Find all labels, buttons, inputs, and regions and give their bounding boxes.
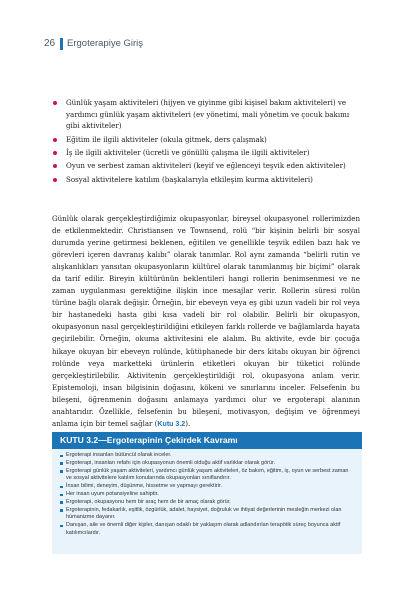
info-box-item	[60, 452, 354, 460]
bullet-text: Günlük yaşam aktiviteleri (hijyen ve giyinme gibi kişisel bakım aktiviteleri) ve yardımcı günlük yaşam aktiviteleri (ev yönetimi, mali yönetim ve çocuk bakımı gibi aktiviteler)	[66, 98, 350, 131]
square-bullet-icon	[60, 470, 63, 473]
info-box-item-text: Ergoterapinin, fedakarlık, eşitlik, özgürlük, adalet, haysiyet, doğruluk ve ihtiyat değerlerinin mesleğin merkezi olan hümanizme dayanır.	[66, 506, 342, 521]
paragraph-end: ).	[185, 418, 191, 428]
bullet-text: İş ile ilgili aktiviteler (ücretli ve gönüllü çalışma ile ilgili aktiviteler)	[66, 148, 310, 157]
square-bullet-icon	[60, 501, 63, 504]
info-box-item-text: Ergoterapi insanları bütüncül olarak inceler.	[66, 452, 172, 458]
bullet-text: Eğitim ile ilgili aktiviteler (okula gitmek, ders çalışmak)	[66, 134, 267, 144]
body-paragraph	[52, 213, 360, 431]
header-divider-bar	[60, 38, 63, 50]
square-bullet-icon	[60, 509, 63, 512]
running-title: Ergoterapiye Giriş	[67, 38, 144, 49]
info-box-item-text: Ergoterapi günlük yaşam aktiviteleri, yardımcı günlük yaşam aktiviteleri, öz bakım, eğitim, iş, oyun ve serbest zaman ve sosyal aktivitelere katılım konularında okupasyonları sınıflandırır.	[66, 467, 349, 482]
info-box-item	[60, 499, 354, 507]
info-box-item-text: Ergoterapi, okupasyonu hem bir araç hem de bir amaç olarak görür.	[66, 498, 231, 505]
bullet-text: Oyun ve serbest zaman aktiviteleri (keyif ve eğlenceyi teşvik eden aktiviteler)	[66, 161, 346, 171]
running-header	[0, 38, 400, 52]
square-bullet-icon	[60, 494, 63, 497]
info-box-item	[60, 507, 354, 523]
bullet-dot-icon	[53, 101, 57, 105]
bullet-item	[52, 174, 358, 186]
bullet-dot-icon	[53, 164, 57, 168]
square-bullet-icon	[60, 462, 63, 465]
box-reference-link[interactable]: Kutu 3.2	[157, 420, 186, 428]
info-box-list	[52, 449, 362, 538]
bullet-item	[52, 160, 358, 172]
info-box	[52, 432, 362, 554]
square-bullet-icon	[60, 525, 63, 528]
square-bullet-icon	[60, 486, 63, 489]
bullet-item	[52, 97, 358, 132]
bullet-dot-icon	[53, 151, 57, 155]
info-box-item-text: İnsan bilimi, deneyim, düşünme, hissetme ve yapmayı gerektirir.	[66, 483, 222, 490]
bullet-item	[52, 134, 358, 146]
info-box-item-text: Ergoterapi, insanları refahı için okupasyonun önemli olduğu aktif varlıklar olarak görür.	[66, 459, 276, 466]
info-box-title: KUTU 3.2—Ergoterapinin Çekirdek Kavramı	[52, 432, 362, 449]
info-box-item-text: Danışan, aile ve önemli diğer kişiler, danışan odaklı bir yaklaşım olarak adlandırılan terapötik süreç boyunca aktif katılımcılardır.	[66, 522, 341, 536]
info-box-item	[60, 522, 354, 538]
page-number: 26	[44, 38, 56, 49]
info-box-item	[60, 468, 354, 484]
paragraph-text: Günlük olarak gerçekleştirdiğimiz okupasyonlar, bireysel okupasyonel rollerimizden de etkilenmektedir. Christiansen ve Townsend, rolü “bir kişinin belirli bir sosyal durumda yerine getirmesi beklenen, eğitilen ve genellikle teşvik edilen bazı hak ve görevleri içeren davranış kalıbı” olarak tanımlar. Rol aynı zamanda “belirli rutin ve alışkanlıkları yansıtan okupasyonların kültürel olarak tanımlanmış bir biçimi” olarak da tarif edilir. Bireyin kültürünün beklentileri hangi rollerin benimsenmesi ve ne zaman uygulanması gerektiğine ilişkin ince mesajlar verir. Rollerin süresi rolün türüne bağlı olarak değişir. Örneğin, bir ebeveyn veya eş gibi uzun vadeli bir rol veya bir hastanedeki hasta gibi kısa vadeli bir rol olabilir. Belirli bir okupasyon, okupasyonun nasıl gerçekleştirildiğini etkileyen farklı rollerde ve bağlamlarda hayata geçirilebilir. Örneğin, okuma aktivitesini ele alalım. Bu aktivite, evde bir çocuğa hikaye okuyan bir ebeveyn rolünde, kütüphanede bir ders kitabı okuyan bir öğrenci rolünde veya marketteki ürünlerin etiketleri okuyan bir tüketici rolünde gerçekleştirilebilir. Aktivitenin gerçekleştirildiği rol, okupasyona anlam verir. Epistemoloji, insan bilgisinin doğasını, kökeni ve sınırlarını inceler. Felsefenin bu bileşeni, öğrenmenin doğasını anlamaya yardımcı olur ve ergoterapi alanının anahtarıdır. Özellikle, felsefenin bu bileşeni, motivasyon, değişim ve öğrenmeyi anlama için bir temel sağlar (	[52, 214, 360, 428]
info-box-item	[60, 460, 354, 468]
activity-bullet-list	[52, 97, 358, 187]
bullet-item	[52, 147, 358, 159]
bullet-dot-icon	[53, 138, 57, 142]
info-box-item	[60, 491, 354, 499]
bullet-text: Sosyal aktivitelere katılım (başkalarıyla etkileşim kurma aktiviteleri)	[66, 174, 313, 184]
info-box-item-text: Her insan uyum potansiyeline sahiptir.	[66, 490, 159, 497]
info-box-item	[60, 483, 354, 491]
bullet-dot-icon	[53, 178, 57, 182]
square-bullet-icon	[60, 455, 63, 458]
